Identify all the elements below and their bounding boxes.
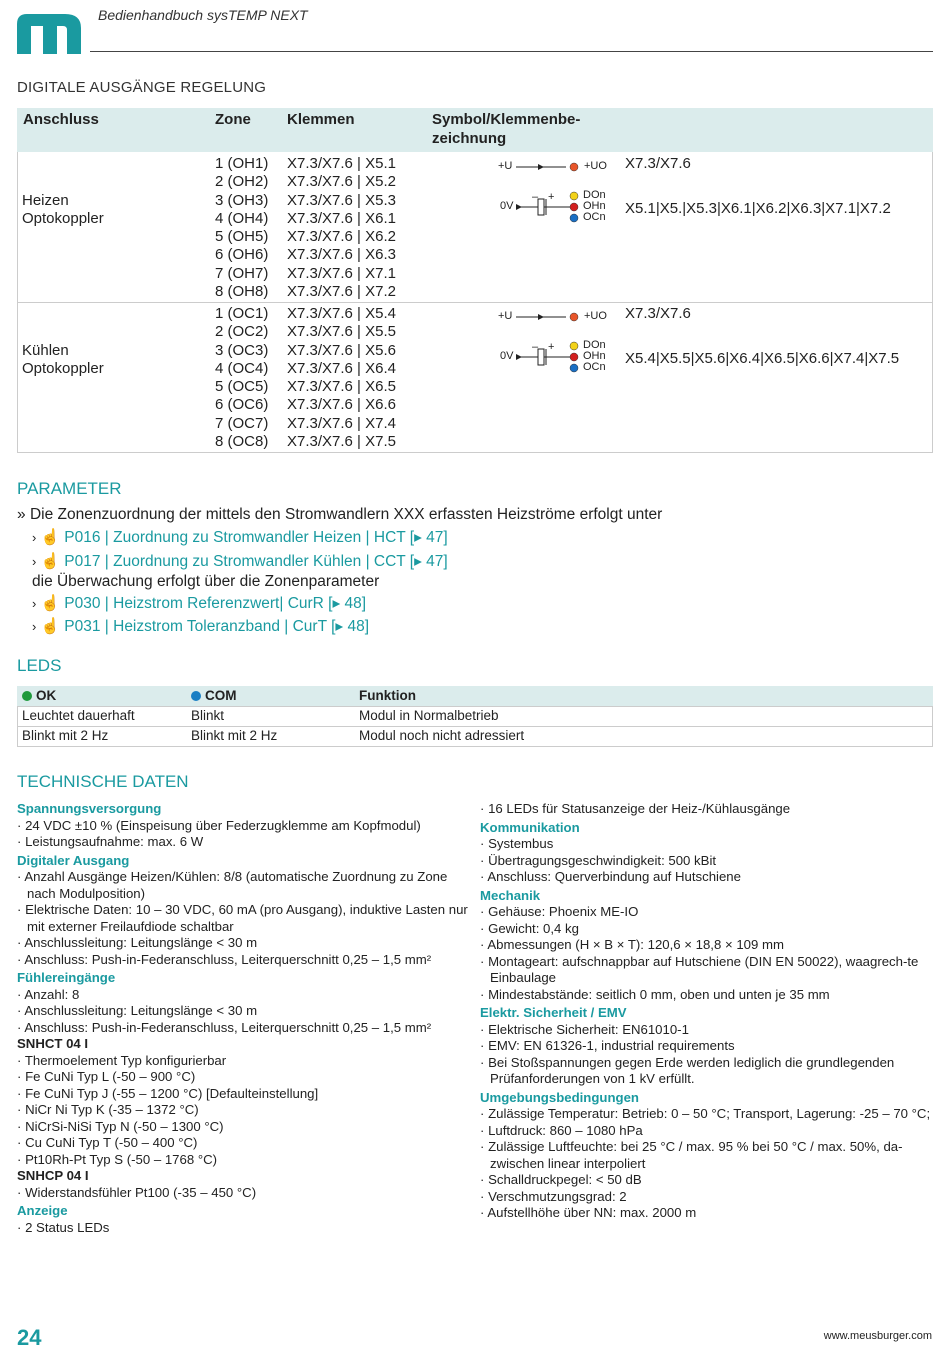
optocoupler-symbol-heat	[498, 158, 618, 228]
spec-item: · Cu CuNi Typ T (-50 – 400 °C)	[17, 1135, 472, 1152]
led-col-ok: OK	[22, 688, 56, 703]
heat-zones: 1 (OH1) 2 (OH2) 3 (OH3) 4 (OH4) 5 (OH5) 6 (OH6) 7 (OH7) 8 (OH8)	[215, 155, 269, 301]
tech-right-column	[480, 801, 935, 1222]
symbol-don: DOn	[583, 189, 606, 201]
spec-item: · Montageart: aufschnappbar auf Hutschiene (DIN EN 50022), waagrech-te Einbaulage	[480, 954, 935, 987]
spec-item: · NiCrSi-NiSi Typ N (-50 – 1300 °C)	[17, 1119, 472, 1136]
parameter-intro	[17, 506, 662, 524]
symbol-ocn: OCn	[583, 361, 606, 373]
spec-heading: Anzeige	[17, 1203, 68, 1218]
tech-section-title: TECHNISCHE DATEN	[17, 772, 189, 791]
row-separator	[17, 302, 933, 303]
col-header-symbol: Symbol/Klemmenbe- zeichnung	[432, 111, 581, 147]
spec-item: · Anzahl Ausgänge Heizen/Kühlen: 8/8 (automatische Zuordnung zu Zone nach Modulposition)	[17, 869, 472, 902]
symbol-ohn: OHn	[583, 200, 606, 212]
cool-terminals: X7.3/X7.6 | X5.4 X7.3/X7.6 | X5.5 X7.3/X7.6 | X5.6 X7.3/X7.6 | X6.4 X7.3/X7.6 | X6.5 X7.3/X7.6 | X6.6 X7.3/X7.6 | X7.4 X7.3/X7.6 | X7.5	[287, 305, 396, 451]
spec-item: · Schalldruckpegel: < 50 dB	[480, 1172, 935, 1189]
spec-item: · Thermoelement Typ konfigurierbar	[17, 1053, 472, 1070]
spec-item: · Anschluss: Push-in-Federanschluss, Leiterquerschnitt 0,25 – 1,5 mm²	[17, 952, 472, 969]
spec-heading: Kommunikation	[480, 819, 580, 835]
spec-subheading: SNHCT 04 I	[17, 1036, 89, 1051]
symbol-plus-u: +U	[498, 160, 513, 172]
symbol-ocn: OCn	[583, 211, 606, 223]
parameter-link-p017[interactable]: › ☝ P017 | Zuordnung zu Stromwandler Kühlen | CCT [▸ 47]	[32, 553, 448, 570]
symbol-plus-uo: +UO	[584, 310, 607, 322]
spec-item: · NiCr Ni Typ K (-35 – 1372 °C)	[17, 1102, 472, 1119]
symbol-zero-v: 0V	[500, 350, 514, 362]
spec-item: · Elektrische Daten: 10 – 30 VDC, 60 mA (pro Ausgang), induktive Lasten nur mit externer Freilaufdiode schaltbar	[17, 902, 472, 935]
spec-heading: Fühlereingänge	[17, 970, 116, 985]
spec-heading: Umgebungsbedingungen	[480, 1089, 639, 1105]
led-col-com: COM	[191, 688, 237, 703]
cool-label: Kühlen Optokoppler	[22, 341, 104, 377]
spec-item: · 24 VDC ±10 % (Einspeisung über Federzugklemme am Kopfmodul)	[17, 818, 472, 835]
spec-item: · Gewicht: 0,4 kg	[480, 921, 935, 938]
leds-section-title: LEDS	[17, 656, 62, 675]
blue-dot-icon	[191, 691, 201, 701]
green-dot-icon	[22, 691, 32, 701]
parameter-link-p031[interactable]: › ☝ P031 | Heizstrom Toleranzband | CurT [▸ 48]	[32, 618, 370, 635]
led-row1-com: Blinkt	[191, 708, 225, 723]
symbol-minus: –	[532, 341, 539, 353]
heat-symbol-bottom: X5.1|X5.|X5.3|X6.1|X6.2|X6.3|X7.1|X7.2	[625, 200, 891, 217]
spec-item: · Anschlussleitung: Leitungslänge < 30 m	[17, 1003, 472, 1020]
symbol-plus: +	[548, 341, 555, 353]
spec-item: · Übertragungsgeschwindigkeit: 500 kBit	[480, 853, 935, 870]
spec-item: · EMV: EN 61326-1, industrial requirements	[480, 1038, 935, 1055]
symbol-zero-v: 0V	[500, 200, 514, 212]
led-row2-ok: Blinkt mit 2 Hz	[22, 728, 109, 743]
symbol-don: DOn	[583, 339, 606, 351]
spec-item: · Anschluss: Querverbindung auf Hutschiene	[480, 869, 935, 886]
spec-heading: Spannungsversorgung	[17, 801, 162, 816]
led-col-function: Funktion	[359, 688, 416, 703]
leds-table-header	[17, 686, 933, 706]
spec-item: · Bei Stoßspannungen gegen Erde werden lediglich die grundlegenden Prüfanforderungen von 1 kV erfüllt.	[480, 1055, 935, 1088]
meusburger-logo	[17, 14, 81, 54]
spec-item: · Abmessungen (H × B × T): 120,6 × 18,8 × 109 mm	[480, 937, 935, 954]
symbol-plus-uo: +UO	[584, 160, 607, 172]
spec-item: · Gehäuse: Phoenix ME-IO	[480, 904, 935, 921]
chevron-right-icon: ›	[32, 596, 37, 611]
document-title: Bedienhandbuch sysTEMP NEXT	[98, 7, 308, 23]
spec-item: · Leistungsaufnahme: max. 6 W	[17, 834, 472, 851]
led-row1-ok: Leuchtet dauerhaft	[22, 708, 135, 723]
spec-item: · Anzahl: 8	[17, 987, 472, 1004]
spec-item: · Fe CuNi Typ J (-55 – 1200 °C) [Defaulteinstellung]	[17, 1086, 472, 1103]
chevron-right-icon: ›	[32, 619, 37, 634]
heat-terminals: X7.3/X7.6 | X5.1 X7.3/X7.6 | X5.2 X7.3/X7.6 | X5.3 X7.3/X7.6 | X6.1 X7.3/X7.6 | X6.2 X7.3/X7.6 | X6.3 X7.3/X7.6 | X7.1 X7.3/X7.6 | X7.2	[287, 155, 396, 301]
led-row2-com: Blinkt mit 2 Hz	[191, 728, 278, 743]
spec-heading: Elektr. Sicherheit / EMV	[480, 1005, 627, 1020]
optocoupler-symbol-cool	[498, 308, 618, 378]
spec-item: · Fe CuNi Typ L (-50 – 900 °C)	[17, 1069, 472, 1086]
spec-item: · Luftdruck: 860 – 1080 hPa	[480, 1123, 935, 1140]
spec-heading: Mechanik	[480, 887, 541, 903]
spec-item: · 2 Status LEDs	[17, 1220, 472, 1237]
intro-marker: »	[17, 506, 26, 523]
chevron-right-icon: ›	[32, 554, 37, 569]
spec-item: · Verschmutzungsgrad: 2	[480, 1189, 935, 1206]
spec-subheading: SNHCP 04 I	[17, 1168, 89, 1183]
symbol-plus-u: +U	[498, 310, 513, 322]
spec-item: · Anschlussleitung: Leitungslänge < 30 m	[17, 935, 472, 952]
hand-pointer-icon: ☝	[40, 595, 60, 612]
symbol-ohn: OHn	[583, 350, 606, 362]
header-rule	[90, 51, 933, 52]
col-header-connection: Anschluss	[23, 111, 99, 128]
page-number: 24	[17, 1325, 42, 1350]
spec-item: · 16 LEDs für Statusanzeige der Heiz-/Kühlausgänge	[480, 801, 935, 818]
symbol-plus: +	[548, 191, 555, 203]
symbol-minus: –	[532, 191, 539, 203]
parameter-link-p030[interactable]: › ☝ P030 | Heizstrom Referenzwert| CurR [▸ 48]	[32, 595, 367, 612]
spec-item: · Pt10Rh-Pt Typ S (-50 – 1768 °C)	[17, 1152, 472, 1169]
intro-text: Die Zonenzuordnung der mittels den Stromwandlern XXX erfassten Heizströme erfolgt unter	[29, 506, 663, 523]
hand-pointer-icon: ☝	[40, 529, 60, 546]
col-header-terminals: Klemmen	[287, 111, 355, 128]
heat-symbol-top: X7.3/X7.6	[625, 155, 691, 172]
spec-item: · Anschluss: Push-in-Federanschluss, Leiterquerschnitt 0,25 – 1,5 mm²	[17, 1020, 472, 1037]
cool-symbol-top: X7.3/X7.6	[625, 305, 691, 322]
spec-item: · Zulässige Temperatur: Betrieb: 0 – 50 °C; Transport, Lagerung: -25 – 70 °C;	[480, 1106, 935, 1123]
heat-label: Heizen Optokoppler	[22, 191, 104, 227]
led-row2-func: Modul noch nicht adressiert	[359, 728, 525, 743]
spec-item: · Elektrische Sicherheit: EN61010-1	[480, 1022, 935, 1039]
chevron-right-icon: ›	[32, 530, 37, 545]
parameter-link-p016[interactable]: › ☝ P016 | Zuordnung zu Stromwandler Heizen | HCT [▸ 47]	[32, 529, 448, 546]
hand-pointer-icon: ☝	[40, 553, 60, 570]
cool-zones: 1 (OC1) 2 (OC2) 3 (OC3) 4 (OC4) 5 (OC5) 6 (OC6) 7 (OC7) 8 (OC8)	[215, 305, 269, 451]
spec-item: · Mindestabstände: seitlich 0 mm, oben und unten je 35 mm	[480, 987, 935, 1004]
led-row1-func: Modul in Normalbetrieb	[359, 708, 499, 723]
parameter-middle-text: die Überwachung erfolgt über die Zonenparameter	[32, 573, 380, 590]
hand-pointer-icon: ☝	[40, 618, 60, 635]
website-link[interactable]: www.meusburger.com	[823, 1330, 932, 1342]
parameter-section-title: PARAMETER	[17, 479, 122, 498]
tech-left-column	[17, 801, 472, 1236]
cool-symbol-bottom: X5.4|X5.5|X5.6|X6.4|X6.5|X6.6|X7.4|X7.5	[625, 350, 900, 367]
spec-item: · Systembus	[480, 836, 935, 853]
spec-heading: Digitaler Ausgang	[17, 852, 130, 868]
spec-item: · Zulässige Luftfeuchte: bei 25 °C / max. 95 % bei 50 °C / max. 50%, da-zwischen linear interpoliert	[480, 1139, 935, 1172]
col-header-zone: Zone	[215, 111, 251, 128]
outputs-section-title: DIGITALE AUSGÄNGE REGELUNG	[17, 79, 267, 96]
spec-item: · Aufstellhöhe über NN: max. 2000 m	[480, 1205, 935, 1222]
spec-item: · Widerstandsfühler Pt100 (-35 – 450 °C)	[17, 1185, 472, 1202]
